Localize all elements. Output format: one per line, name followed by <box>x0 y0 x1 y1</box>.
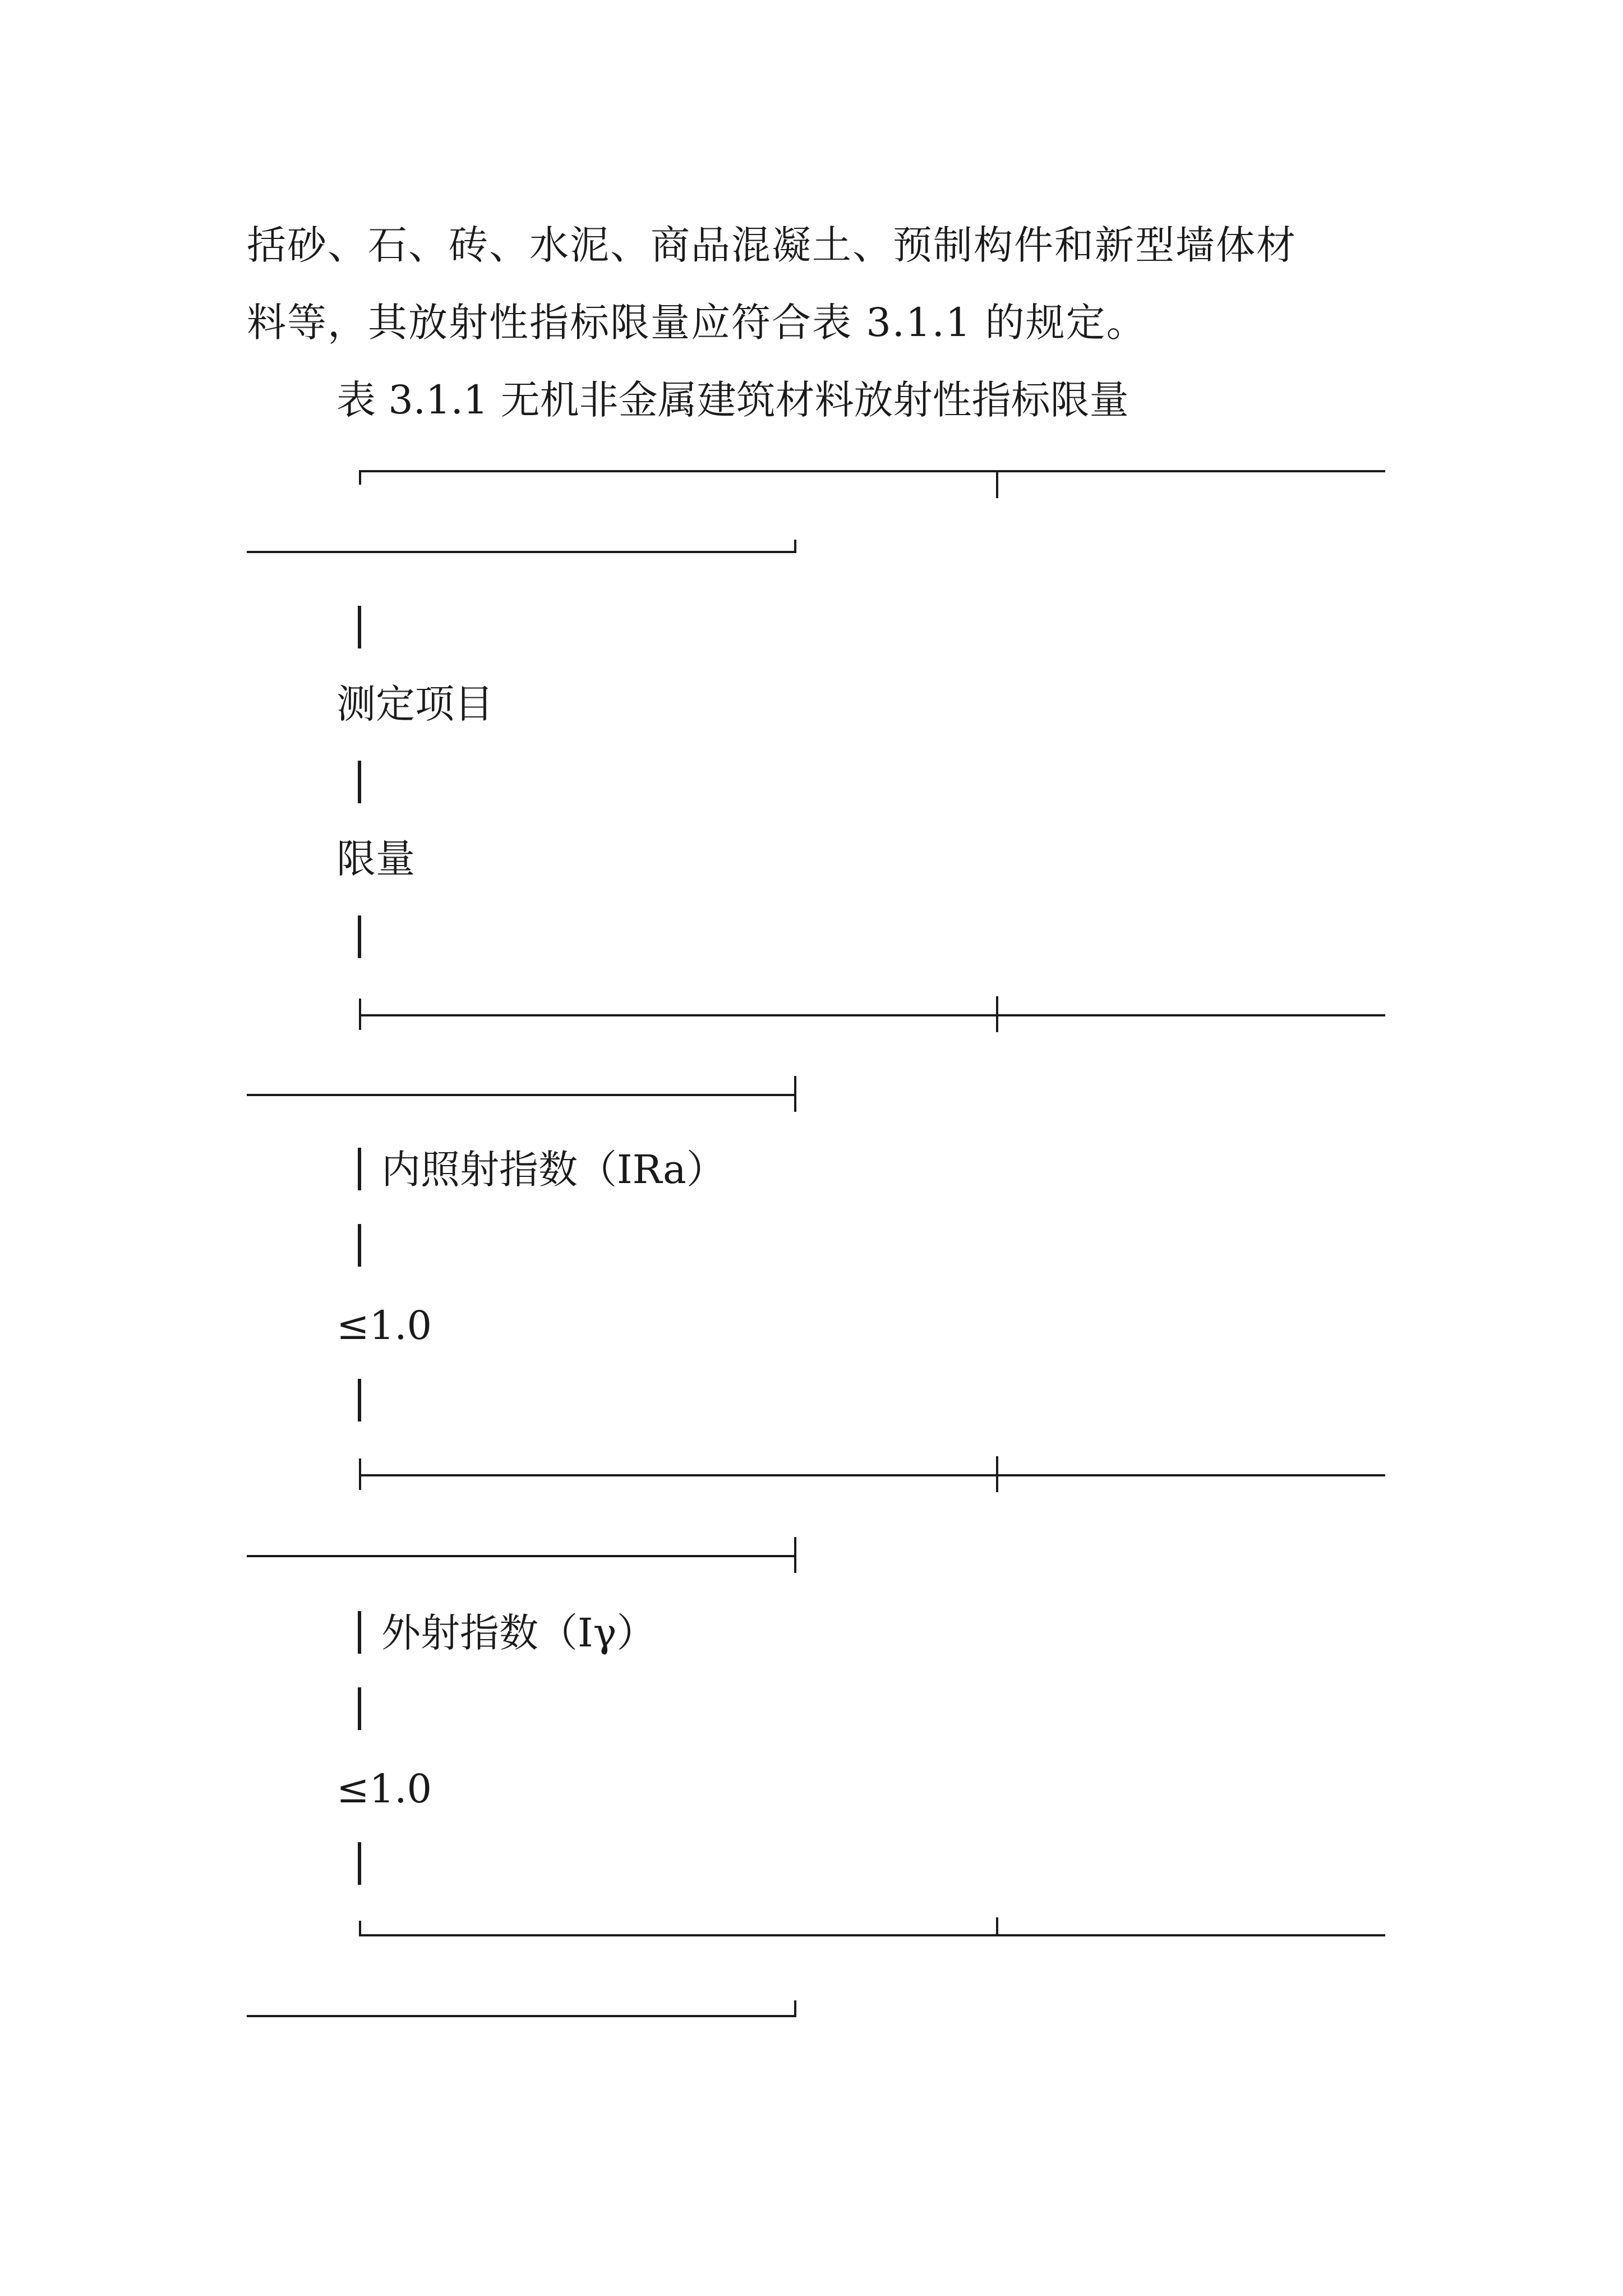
table-vertical-bar <box>358 606 361 648</box>
header-item-label: 测定项目 <box>336 681 494 727</box>
row-item-internal-exposure: 内照射指数（IRa） <box>381 1147 726 1193</box>
row-item-external-exposure: 外射指数（Ⅰγ） <box>381 1610 656 1656</box>
paragraph-line-2: 料等，其放射性指标限量应符合表 3.1.1 的规定。 <box>247 300 1147 346</box>
row-limit-external-exposure: ≤1.0 <box>336 1766 432 1812</box>
table-vertical-bar <box>358 1379 361 1421</box>
table-vertical-bar <box>358 1224 361 1267</box>
table-vertical-bar <box>358 915 361 958</box>
paragraph-line-1: 括砂、石、砖、水泥、商品混凝土、预制构件和新型墙体材 <box>247 222 1297 268</box>
table-vertical-bar <box>358 1687 361 1730</box>
table-caption: 表 3.1.1 无机非金属建筑材料放射性指标限量 <box>336 377 1129 423</box>
table-vertical-bar <box>358 1611 361 1654</box>
table-vertical-bar <box>358 1148 361 1190</box>
header-limit-label: 限量 <box>336 836 415 882</box>
row-limit-internal-exposure: ≤1.0 <box>336 1303 432 1349</box>
table-vertical-bar <box>358 761 361 803</box>
table-vertical-bar <box>358 1842 361 1885</box>
